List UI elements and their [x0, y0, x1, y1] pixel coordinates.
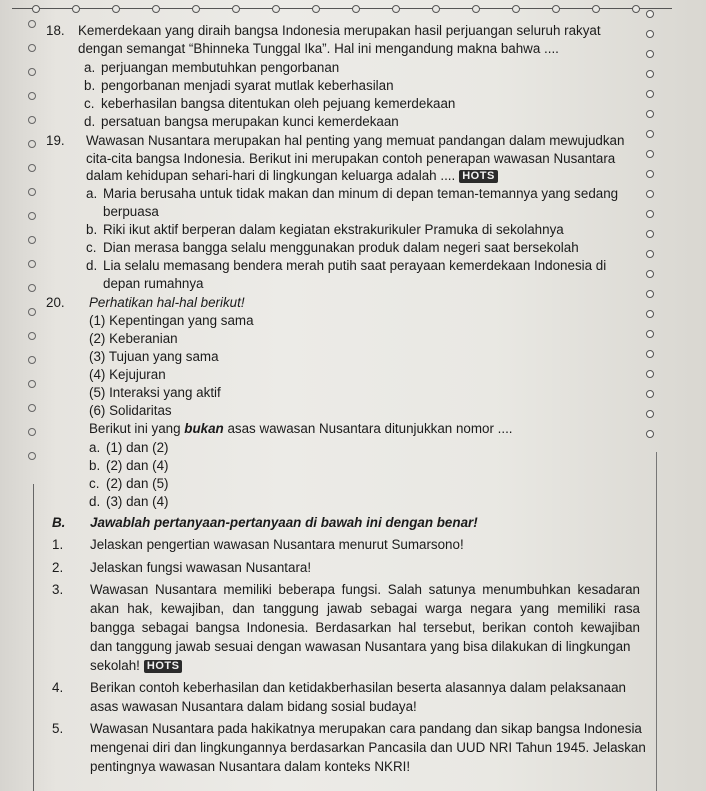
- question-number: 4.: [52, 680, 64, 695]
- option-letter[interactable]: c.: [86, 240, 97, 255]
- hots-badge: HOTS: [459, 170, 498, 183]
- essay-question-line: pentingnya wawasan Nusantara dalam konteks NKRI!: [90, 759, 411, 774]
- option-text[interactable]: Lia selalu memasang bendera merah putih saat perayaan kemerdekaan Indonesia di: [103, 258, 607, 273]
- option-text[interactable]: depan rumahnya: [103, 276, 204, 291]
- option-text[interactable]: perjuangan membutuhkan pengorbanan: [101, 60, 340, 75]
- option-letter[interactable]: c.: [89, 476, 100, 491]
- question-stem-line: dengan semangat “Bhinneka Tunggal Ika”. Hal ini mengandung makna bahwa ....: [78, 41, 559, 56]
- top-ring-binding: [12, 3, 672, 13]
- hots-badge: HOTS: [144, 660, 183, 673]
- question-stem-line: cita-cita bangsa Indonesia. Berikut ini merupakan contoh penerapan wawasan Nusantara: [86, 151, 616, 166]
- essay-question-line: sekolah! HOTS: [90, 658, 182, 674]
- question-intro: Perhatikan hal-hal berikut!: [89, 295, 245, 310]
- question-number: 18.: [46, 23, 65, 38]
- right-margin-line: [656, 452, 657, 791]
- option-letter[interactable]: c.: [84, 96, 95, 111]
- option-text[interactable]: keberhasilan bangsa ditentukan oleh pejuang kemerdekaan: [101, 96, 456, 111]
- option-text[interactable]: Dian merasa bangga selalu menggunakan produk dalam negeri saat bersekolah: [103, 240, 579, 255]
- list-item: (3) Tujuan yang sama: [89, 349, 219, 364]
- option-letter[interactable]: d.: [84, 114, 96, 129]
- option-letter[interactable]: a.: [84, 60, 96, 75]
- list-item: (4) Kejujuran: [89, 367, 166, 382]
- option-text[interactable]: Riki ikut aktif berperan dalam kegiatan ekstrakurikuler Pramuka di sekolahnya: [103, 222, 564, 237]
- option-letter[interactable]: d.: [86, 258, 98, 273]
- option-letter[interactable]: a.: [89, 440, 101, 455]
- section-title: Jawablah pertanyaan-pertanyaan di bawah ini dengan benar!: [90, 515, 478, 530]
- question-stem-line: Wawasan Nusantara merupakan hal penting yang memuat pandangan dalam mewujudkan: [86, 133, 625, 148]
- section-letter: B.: [52, 515, 66, 530]
- option-text[interactable]: (1) dan (2): [106, 440, 169, 455]
- essay-question-line: Jelaskan fungsi wawasan Nusantara!: [90, 560, 312, 575]
- question-number: 5.: [52, 721, 64, 736]
- option-letter[interactable]: a.: [86, 186, 98, 201]
- option-text[interactable]: Maria berusaha untuk tidak makan dan minum di depan teman-temannya yang sedang: [103, 186, 619, 201]
- option-letter[interactable]: b.: [89, 458, 101, 473]
- essay-question-line: dan tanggung jawab sesuai dengan wawasan Nusantara yang bisa dilakukan di lingkungan: [90, 639, 631, 654]
- option-text[interactable]: berpuasa: [103, 204, 159, 219]
- option-text[interactable]: pengorbanan menjadi syarat mutlak keberhasilan: [101, 78, 394, 93]
- question-text: Berikut ini yang bukan asas wawasan Nusantara ditunjukkan nomor ....: [89, 421, 513, 436]
- essay-question-line: Jelaskan pengertian wawasan Nusantara menurut Sumarsono!: [90, 537, 464, 552]
- essay-question-line: Wawasan Nusantara memiliki beberapa fungsi. Salah satunya menumbuhkan kesadaran: [90, 582, 640, 597]
- question-stem-line: Kemerdekaan yang diraih bangsa Indonesia merupakan hasil perjuangan seluruh rakyat: [78, 23, 601, 38]
- option-letter[interactable]: b.: [84, 78, 96, 93]
- left-ring-binding: [28, 20, 38, 480]
- option-letter[interactable]: d.: [89, 494, 101, 509]
- option-letter[interactable]: b.: [86, 222, 98, 237]
- list-item: (2) Keberanian: [89, 331, 178, 346]
- essay-question-line: asas wawasan Nusantara dalam bidang sosial budaya!: [90, 699, 417, 714]
- question-number: 2.: [52, 560, 64, 575]
- option-text[interactable]: (2) dan (5): [106, 476, 169, 491]
- left-margin-line: [33, 484, 34, 791]
- question-number: 20.: [46, 295, 65, 310]
- question-number: 3.: [52, 582, 64, 597]
- question-number: 19.: [46, 133, 65, 148]
- list-item: (6) Solidaritas: [89, 403, 172, 418]
- right-ring-binding: [646, 10, 656, 460]
- essay-question-line: bangga sebagai bangsa Indonesia. Berdasarkan hal tersebut, berikan contoh kewajiban: [90, 620, 640, 635]
- essay-question-line: Wawasan Nusantara pada hakikatnya merupakan cara pandang dan sikap bangsa Indonesia: [90, 721, 642, 736]
- question-stem-line: dalam kehidupan sehari-hari di lingkungan keluarga adalah .... HOTS: [86, 168, 498, 184]
- essay-question-line: akan hak, kewajiban, dan tanggung jawab sebagai warga negara yang memiliki rasa: [90, 601, 640, 616]
- option-text[interactable]: (2) dan (4): [106, 458, 169, 473]
- essay-question-line: Berikan contoh keberhasilan dan ketidakberhasilan beserta alasannya dalam pelaksanaan: [90, 680, 626, 695]
- essay-question-line: mengenai diri dan lingkungannya berdasarkan Pancasila dan UUD NRI Tahun 1945. Jelaskan: [90, 740, 646, 755]
- list-item: (1) Kepentingan yang sama: [89, 313, 254, 328]
- option-text[interactable]: persatuan bangsa merupakan kunci kemerdekaan: [101, 114, 399, 129]
- list-item: (5) Interaksi yang aktif: [89, 385, 221, 400]
- option-text[interactable]: (3) dan (4): [106, 494, 169, 509]
- question-number: 1.: [52, 537, 64, 552]
